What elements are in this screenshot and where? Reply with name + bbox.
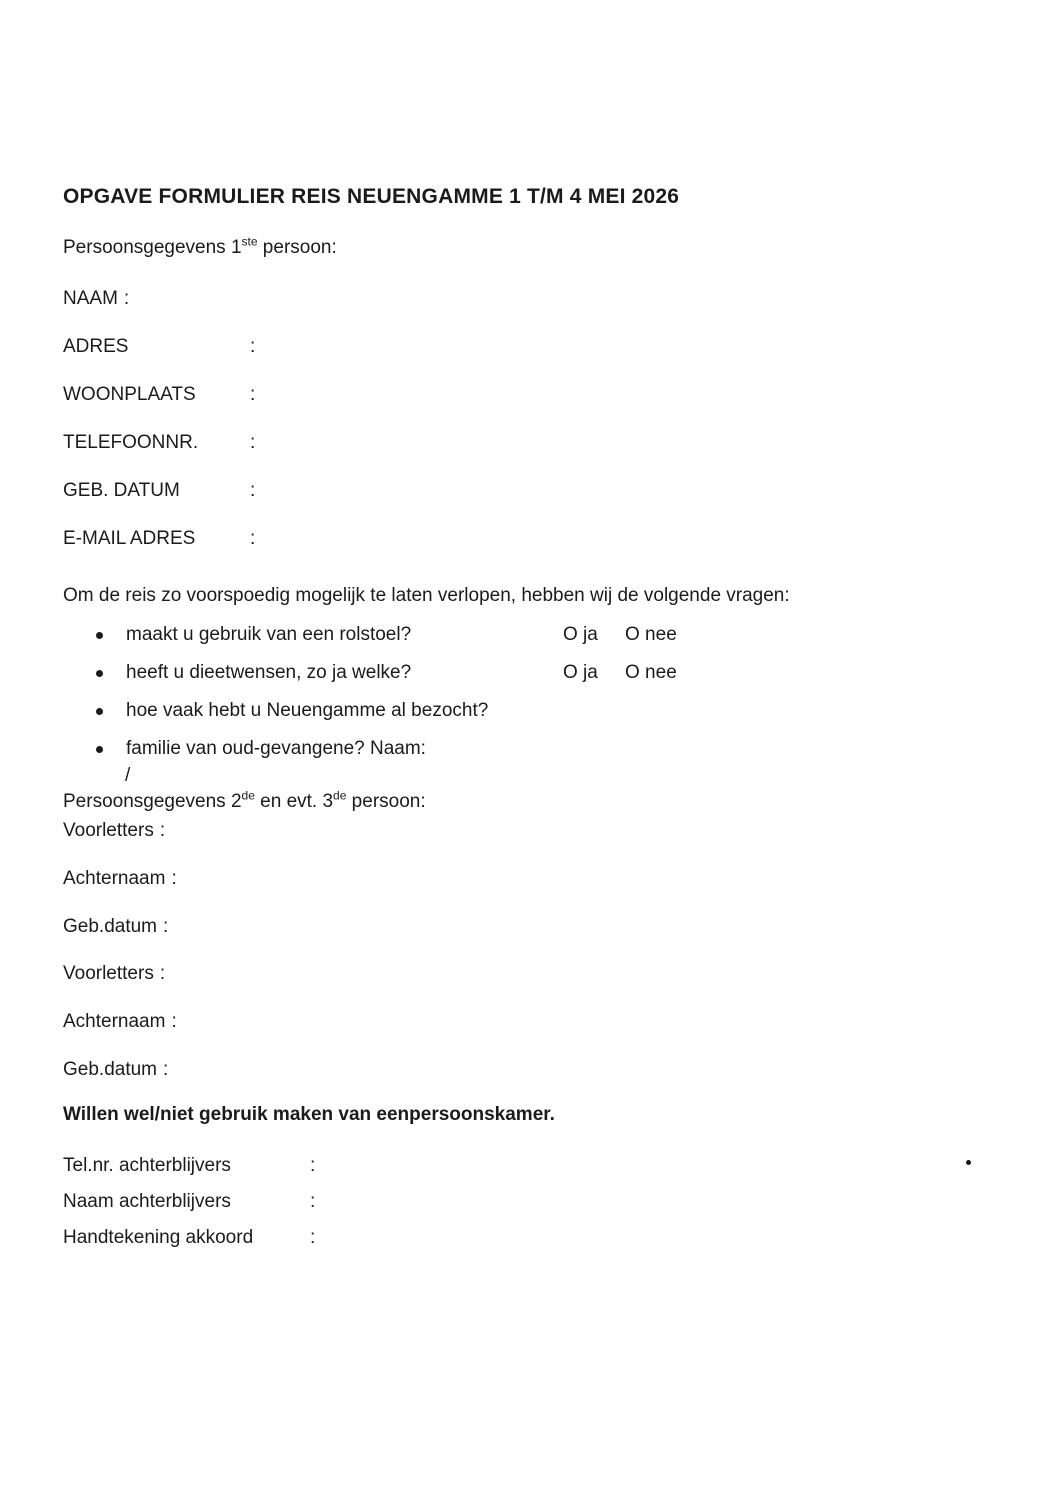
stray-ink-dot (966, 1160, 971, 1165)
field-colon: : (250, 384, 256, 405)
question-text: familie van oud-gevangene? Naam: (126, 738, 426, 759)
question-text: hoe vaak hebt u Neuengamme al bezocht? (126, 700, 489, 721)
field-label: Geb.datum (63, 916, 157, 937)
section2-heading-superscript: de (333, 788, 347, 803)
field-row-voorletters-1 (63, 819, 165, 843)
field-label: Naam achterblijvers (63, 1191, 231, 1212)
section2-heading-suffix: persoon: (346, 791, 426, 812)
field-colon: : (159, 963, 166, 984)
question-text: heeft u dieetwensen, zo ja welke? (126, 662, 412, 683)
field-row-gebdatum-2 (63, 1058, 168, 1082)
field-colon: : (250, 528, 256, 549)
option-nee: O nee (625, 624, 677, 645)
field-row-email-adres (63, 527, 255, 551)
option-nee: O nee (625, 662, 677, 683)
field-row-achternaam-1 (63, 867, 177, 891)
field-label: Geb.datum (63, 1059, 157, 1080)
field-row-telnr-achterblijvers (63, 1154, 315, 1178)
field-colon: : (123, 288, 130, 309)
bullet-icon (96, 708, 103, 715)
section1-heading-prefix: Persoonsgegevens 1 (63, 237, 242, 258)
section2-heading-superscript: de (241, 788, 255, 803)
slash-mark: / (125, 765, 131, 786)
section2-heading-prefix: Persoonsgegevens 2 (63, 791, 242, 812)
field-colon: : (250, 432, 256, 453)
field-colon: : (171, 1011, 177, 1032)
question-item-bezocht (63, 699, 963, 723)
field-row-adres (63, 335, 255, 359)
section2-heading-mid: en evt. 3 (254, 791, 334, 812)
bullet-icon (96, 746, 103, 753)
field-label: GEB. DATUM (63, 480, 180, 501)
field-label: Achternaam (63, 1011, 166, 1032)
field-label: TELEFOONNR. (63, 432, 199, 453)
field-row-voorletters-2 (63, 962, 165, 986)
field-row-woonplaats (63, 383, 255, 407)
section1-heading-superscript: ste (241, 234, 258, 249)
field-label: Handtekening akkoord (63, 1227, 254, 1248)
option-ja: O ja (563, 662, 598, 683)
section1-heading-suffix: persoon: (257, 237, 337, 258)
page-title: OPGAVE FORMULIER REIS NEUENGAMME 1 T/M 4 MEI 2026 (63, 185, 680, 208)
bullet-icon (96, 632, 103, 639)
field-row-gebdatum-1 (63, 915, 168, 939)
field-label: Achternaam (63, 868, 166, 889)
field-colon: : (250, 480, 256, 501)
field-label: Voorletters (63, 820, 154, 841)
field-row-naam (63, 287, 129, 311)
question-item-dieetwensen (63, 661, 963, 685)
field-colon: : (163, 916, 169, 937)
questions-intro: Om de reis zo voorspoedig mogelijk te laten verlopen, hebben wij de volgende vragen: (63, 585, 790, 606)
single-room-note: Willen wel/niet gebruik maken van eenpersoonskamer. (63, 1104, 555, 1125)
field-label: WOONPLAATS (63, 384, 196, 405)
field-label: E-MAIL ADRES (63, 528, 196, 549)
field-label: Tel.nr. achterblijvers (63, 1155, 231, 1176)
field-colon: : (310, 1155, 316, 1176)
bullet-icon (96, 670, 103, 677)
field-colon: : (310, 1191, 316, 1212)
field-row-achternaam-2 (63, 1010, 177, 1034)
field-colon: : (171, 868, 177, 889)
field-label: Voorletters (63, 963, 154, 984)
field-row-geb-datum (63, 479, 255, 503)
field-colon: : (250, 336, 256, 357)
question-item-familie (63, 737, 963, 761)
option-ja: O ja (563, 624, 598, 645)
section1-heading (63, 236, 337, 260)
section2-heading (63, 790, 426, 814)
field-colon: : (310, 1227, 316, 1248)
field-row-naam-achterblijvers (63, 1190, 315, 1214)
question-text: maakt u gebruik van een rolstoel? (126, 624, 412, 645)
field-colon: : (163, 1059, 169, 1080)
question-item-rolstoel (63, 623, 963, 647)
field-row-handtekening (63, 1226, 315, 1250)
field-colon: : (159, 820, 166, 841)
field-label: NAAM (63, 288, 118, 309)
field-row-telefoonnr (63, 431, 255, 455)
field-label: ADRES (63, 336, 129, 357)
